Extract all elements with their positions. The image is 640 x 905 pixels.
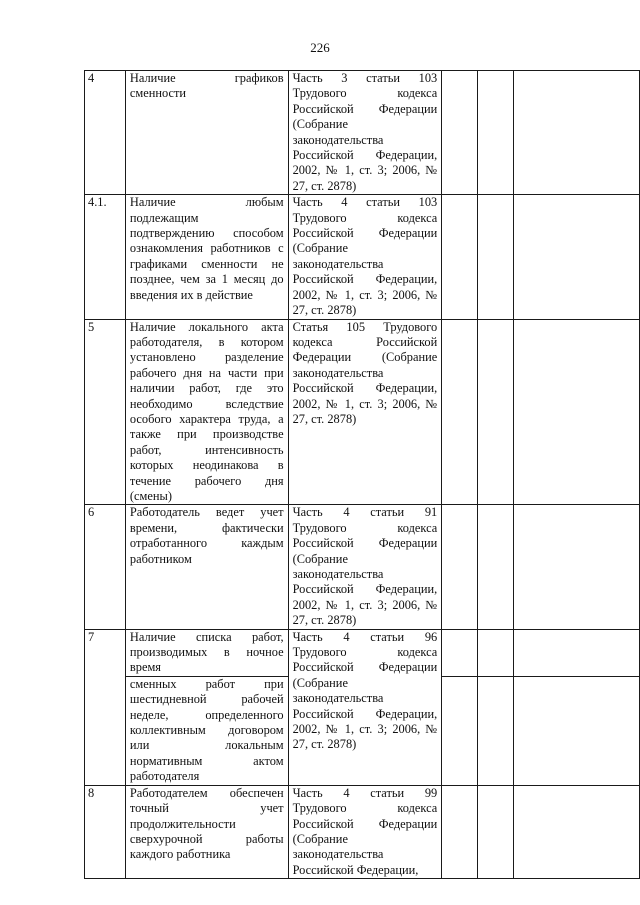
answer-no-cell [478,785,514,878]
requirement-cell: Работодателем обеспечен точный учет продолжительности сверхурочной работы каждого работника [125,785,288,878]
notes-cell [513,71,639,195]
row-number: 4 [85,71,126,195]
requirement-cell: Наличие любым подлежащим подтверждению способом ознакомления работников с графиками сменности не позднее, чем за 1 месяц до введения их в действие [125,195,288,319]
notes-cell [513,629,639,676]
requirement-cell: Наличие списка работ, производимых в ночное время [125,629,288,676]
row-number: 4.1. [85,195,126,319]
legal-reference-cell: Часть 4 статьи 96 Трудового кодекса Российской Федерации (Собрание законодательства Российской Федерации, 2002, № 1, ст. 3; 2006, № 27, ст. 2878) [288,629,442,785]
row-number: 5 [85,319,126,505]
answer-yes-cell [442,785,478,878]
answer-no-cell [478,319,514,505]
table-row [85,195,640,319]
checklist-table [84,70,640,879]
legal-reference-cell: Часть 4 статьи 99 Трудового кодекса Российской Федерации (Собрание законодательства Российской Федерации, [288,785,442,878]
notes-cell [513,785,639,878]
answer-yes-cell [442,195,478,319]
legal-reference-cell: Часть 4 статьи 103 Трудового кодекса Российской Федерации (Собрание законодательства Российской Федерации, 2002, № 1, ст. 3; 2006, № 27, ст. 2878) [288,195,442,319]
notes-cell [513,505,639,629]
notes-cell [513,195,639,319]
table-row [85,785,640,878]
row-number: 7 [85,629,126,785]
page-number: 226 [310,40,330,55]
table-row [85,319,640,505]
answer-no-cell [478,505,514,629]
table-row [85,71,640,195]
notes-cell [513,319,639,505]
table-row [85,505,640,629]
requirement-cell: сменных работ при шестидневной рабочей неделе, определенного коллективным договором или локальным нормативным актом работодателя [125,676,288,785]
legal-reference-cell: Статья 105 Трудового кодекса Российской Федерации (Собрание законодательства Российской Федерации, 2002, № 1, ст. 3; 2006, № 27, ст. 2878) [288,319,442,505]
requirement-cell: Наличие локального акта работодателя, в котором установлено разделение рабочего дня на части при наличии работ, где это необходимо вследствие особого характера труда, а также при производстве работ, интенсивность которых неодинакова в течение рабочего дня (смены) [125,319,288,505]
answer-no-cell [478,71,514,195]
legal-reference-cell: Часть 4 статьи 91 Трудового кодекса Российской Федерации (Собрание законодательства Российской Федерации, 2002, № 1, ст. 3; 2006, № 27, ст. 2878) [288,505,442,629]
answer-yes-cell [442,319,478,505]
answer-yes-cell [442,71,478,195]
requirement-cell: Наличие графиков сменности [125,71,288,195]
answer-yes-cell [442,676,478,785]
row-number: 6 [85,505,126,629]
answer-no-cell [478,676,514,785]
answer-no-cell [478,629,514,676]
requirement-cell: Работодатель ведет учет времени, фактически отработанного каждым работником [125,505,288,629]
table-row [85,629,640,676]
legal-reference-cell: Часть 3 статьи 103 Трудового кодекса Российской Федерации (Собрание законодательства Российской Федерации, 2002, № 1, ст. 3; 2006, № 27, ст. 2878) [288,71,442,195]
row-number: 8 [85,785,126,878]
answer-yes-cell [442,629,478,676]
notes-cell [513,676,639,785]
answer-yes-cell [442,505,478,629]
answer-no-cell [478,195,514,319]
